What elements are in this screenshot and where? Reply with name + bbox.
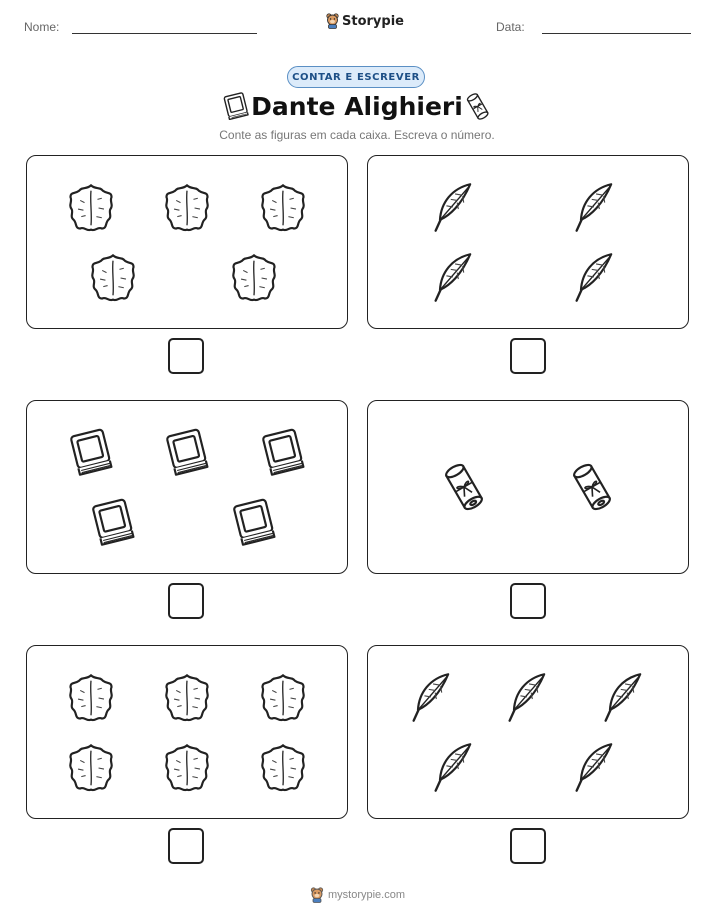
quill-icon <box>405 671 459 725</box>
quill-icon <box>597 671 651 725</box>
bear-icon <box>310 887 324 903</box>
date-field[interactable] <box>542 33 691 34</box>
quill-icon <box>568 251 622 305</box>
date-label: Data: <box>496 20 525 34</box>
book-icon <box>227 496 281 550</box>
book-icon <box>64 426 118 480</box>
book-icon <box>256 426 310 480</box>
book-icon <box>86 496 140 550</box>
parchment-icon <box>64 741 118 795</box>
count-panel-parchment <box>26 155 348 329</box>
brand-logo <box>326 13 404 29</box>
parchment-icon <box>256 741 310 795</box>
scroll-icon <box>437 460 491 514</box>
scroll-icon <box>565 460 619 514</box>
answer-box[interactable] <box>168 338 204 374</box>
activity-badge: CONTAR E ESCREVER <box>287 66 425 88</box>
count-panel-scroll <box>367 400 689 574</box>
parchment-icon <box>64 671 118 725</box>
parchment-icon <box>160 671 214 725</box>
page-title: Dante Alighieri <box>251 92 463 121</box>
name-label: Nome: <box>24 20 60 34</box>
name-field[interactable] <box>72 33 257 34</box>
quill-icon <box>427 251 481 305</box>
count-panel-quill <box>367 645 689 819</box>
parchment-icon <box>160 181 214 235</box>
quill-icon <box>501 671 555 725</box>
parchment-icon <box>64 181 118 235</box>
answer-box[interactable] <box>510 338 546 374</box>
count-panel-parchment <box>26 645 348 819</box>
footer-url: mystorypie.com <box>328 889 406 901</box>
answer-box[interactable] <box>510 828 546 864</box>
footer <box>310 887 405 903</box>
answer-box[interactable] <box>168 583 204 619</box>
quill-icon <box>568 181 622 235</box>
quill-icon <box>568 741 622 795</box>
bear-icon <box>326 13 339 29</box>
parchment-icon <box>86 251 140 305</box>
quill-icon <box>427 741 481 795</box>
scroll-icon <box>464 91 492 123</box>
parchment-icon <box>227 251 281 305</box>
parchment-icon <box>160 741 214 795</box>
count-panel-book <box>26 400 348 574</box>
parchment-icon <box>256 671 310 725</box>
quill-icon <box>427 181 481 235</box>
brand-name: Storypie <box>342 13 404 29</box>
instructions: Conte as figuras em cada caixa. Escreva o número. <box>219 128 495 142</box>
answer-box[interactable] <box>510 583 546 619</box>
book-icon <box>160 426 214 480</box>
answer-box[interactable] <box>168 828 204 864</box>
count-panel-quill <box>367 155 689 329</box>
parchment-icon <box>256 181 310 235</box>
